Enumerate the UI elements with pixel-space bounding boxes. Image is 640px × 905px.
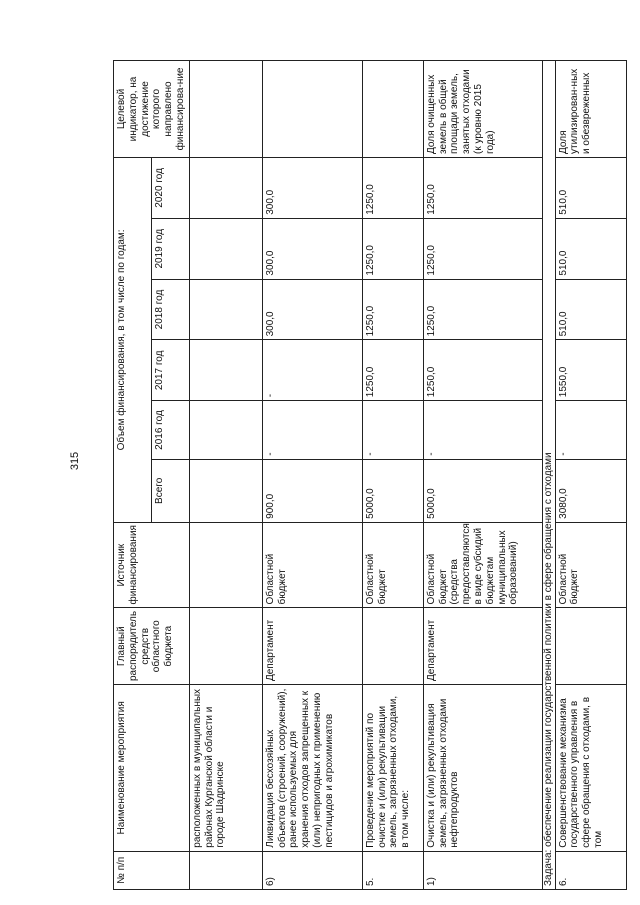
cell-2016 <box>189 401 262 460</box>
header-2019: 2019 год <box>151 218 189 279</box>
cell-executor <box>362 608 423 685</box>
cell-name: Очистка и (или) рекультивация земель, загрязненных отходами нефтепродуктов <box>423 685 542 852</box>
cell-source: Областной бюджет (средства предоставляются в виде субсидий бюджетам муниципальных образований) <box>423 522 542 608</box>
cell-2017: 1250,0 <box>423 340 542 401</box>
cell-indicator: Доля очищенных земель в общей площади земель, занятых отходами (к уровню 2015 года) <box>423 61 542 158</box>
table-row <box>262 61 362 890</box>
header-source: Источник финансирования <box>114 522 190 608</box>
cell-2017: 1550,0 <box>555 340 626 401</box>
header-total: Всего <box>151 459 189 522</box>
cell-2020: 300,0 <box>262 157 362 218</box>
cell-2017: - <box>262 340 362 401</box>
cell-2019 <box>189 218 262 279</box>
header-num: № п/п <box>114 851 190 889</box>
cell-2018: 300,0 <box>262 279 362 340</box>
task-text: Задача: обеспечение реализации государственной политики в сфере обращения с отходами <box>542 61 555 890</box>
cell-2016: - <box>362 401 423 460</box>
header-executor: Главный распорядитель средств областного бюджета <box>114 608 190 685</box>
cell-name: Проведение мероприятий по очистке и (или) рекультивации земель, загрязненных отходами, в том числе: <box>362 685 423 852</box>
cell-total <box>189 459 262 522</box>
header-name: Наименование мероприятия <box>114 685 190 852</box>
cell-name: Совершенствование механизма государственного управления в сфере обращения с отходами, в том <box>555 685 626 852</box>
cell-source <box>189 522 262 608</box>
header-2016: 2016 год <box>151 401 189 460</box>
task-row <box>542 61 555 890</box>
table-row <box>189 61 262 890</box>
cell-2019: 300,0 <box>262 218 362 279</box>
cell-name: Ликвидация бесхозяйных объектов (строений, сооружений), ранее используемых для хранения отходов запрещенных к (или) непригодных к применению пестицидов и агрохимикатов <box>262 685 362 852</box>
cell-total: 3080,0 <box>555 459 626 522</box>
cell-executor: Департамент <box>423 608 542 685</box>
cell-source: Областной бюджет <box>262 522 362 608</box>
cell-num: 6) <box>262 851 362 889</box>
cell-2020: 1250,0 <box>362 157 423 218</box>
header-2020: 2020 год <box>151 157 189 218</box>
table-row <box>362 61 423 890</box>
header-indicator: Целевой индикатор, на достижение которого направлено финансирова-ние <box>114 61 190 158</box>
cell-2019: 1250,0 <box>362 218 423 279</box>
header-row-1 <box>114 61 152 890</box>
cell-2017: 1250,0 <box>362 340 423 401</box>
cell-2016: - <box>262 401 362 460</box>
header-funding: Объем финансирования, в том числе по годам: <box>114 157 152 522</box>
cell-num: 5. <box>362 851 423 889</box>
cell-2020 <box>189 157 262 218</box>
table-row <box>423 61 542 890</box>
cell-2018 <box>189 279 262 340</box>
cell-2019: 1250,0 <box>423 218 542 279</box>
cell-executor: Департамент <box>262 608 362 685</box>
cell-2016: - <box>423 401 542 460</box>
cell-indicator <box>262 61 362 158</box>
cell-2019: 510,0 <box>555 218 626 279</box>
header-2017: 2017 год <box>151 340 189 401</box>
cell-2018: 1250,0 <box>362 279 423 340</box>
cell-executor <box>555 608 626 685</box>
cell-2020: 1250,0 <box>423 157 542 218</box>
table-row <box>555 61 626 890</box>
header-2018: 2018 год <box>151 279 189 340</box>
cell-num: 6. <box>555 851 626 889</box>
cell-num: 1) <box>423 851 542 889</box>
cell-num <box>189 851 262 889</box>
cell-indicator <box>362 61 423 158</box>
cell-total: 900,0 <box>262 459 362 522</box>
page-number: 315 <box>69 451 82 471</box>
cell-indicator: Доля утилизирован-ных и обезвреженных <box>555 61 626 158</box>
rotated-table-container <box>113 60 604 890</box>
cell-source: Областной бюджет <box>362 522 423 608</box>
cell-name: расположенных в муниципальных районах Курганской области и городе Шадринске <box>189 685 262 852</box>
cell-2018: 510,0 <box>555 279 626 340</box>
cell-2016: - <box>555 401 626 460</box>
cell-executor <box>189 608 262 685</box>
cell-source: Областной бюджет <box>555 522 626 608</box>
cell-total: 5000,0 <box>423 459 542 522</box>
cell-2017 <box>189 340 262 401</box>
funding-table <box>113 60 627 890</box>
cell-2018: 1250,0 <box>423 279 542 340</box>
cell-total: 5000,0 <box>362 459 423 522</box>
cell-2020: 510,0 <box>555 157 626 218</box>
cell-indicator <box>189 61 262 158</box>
